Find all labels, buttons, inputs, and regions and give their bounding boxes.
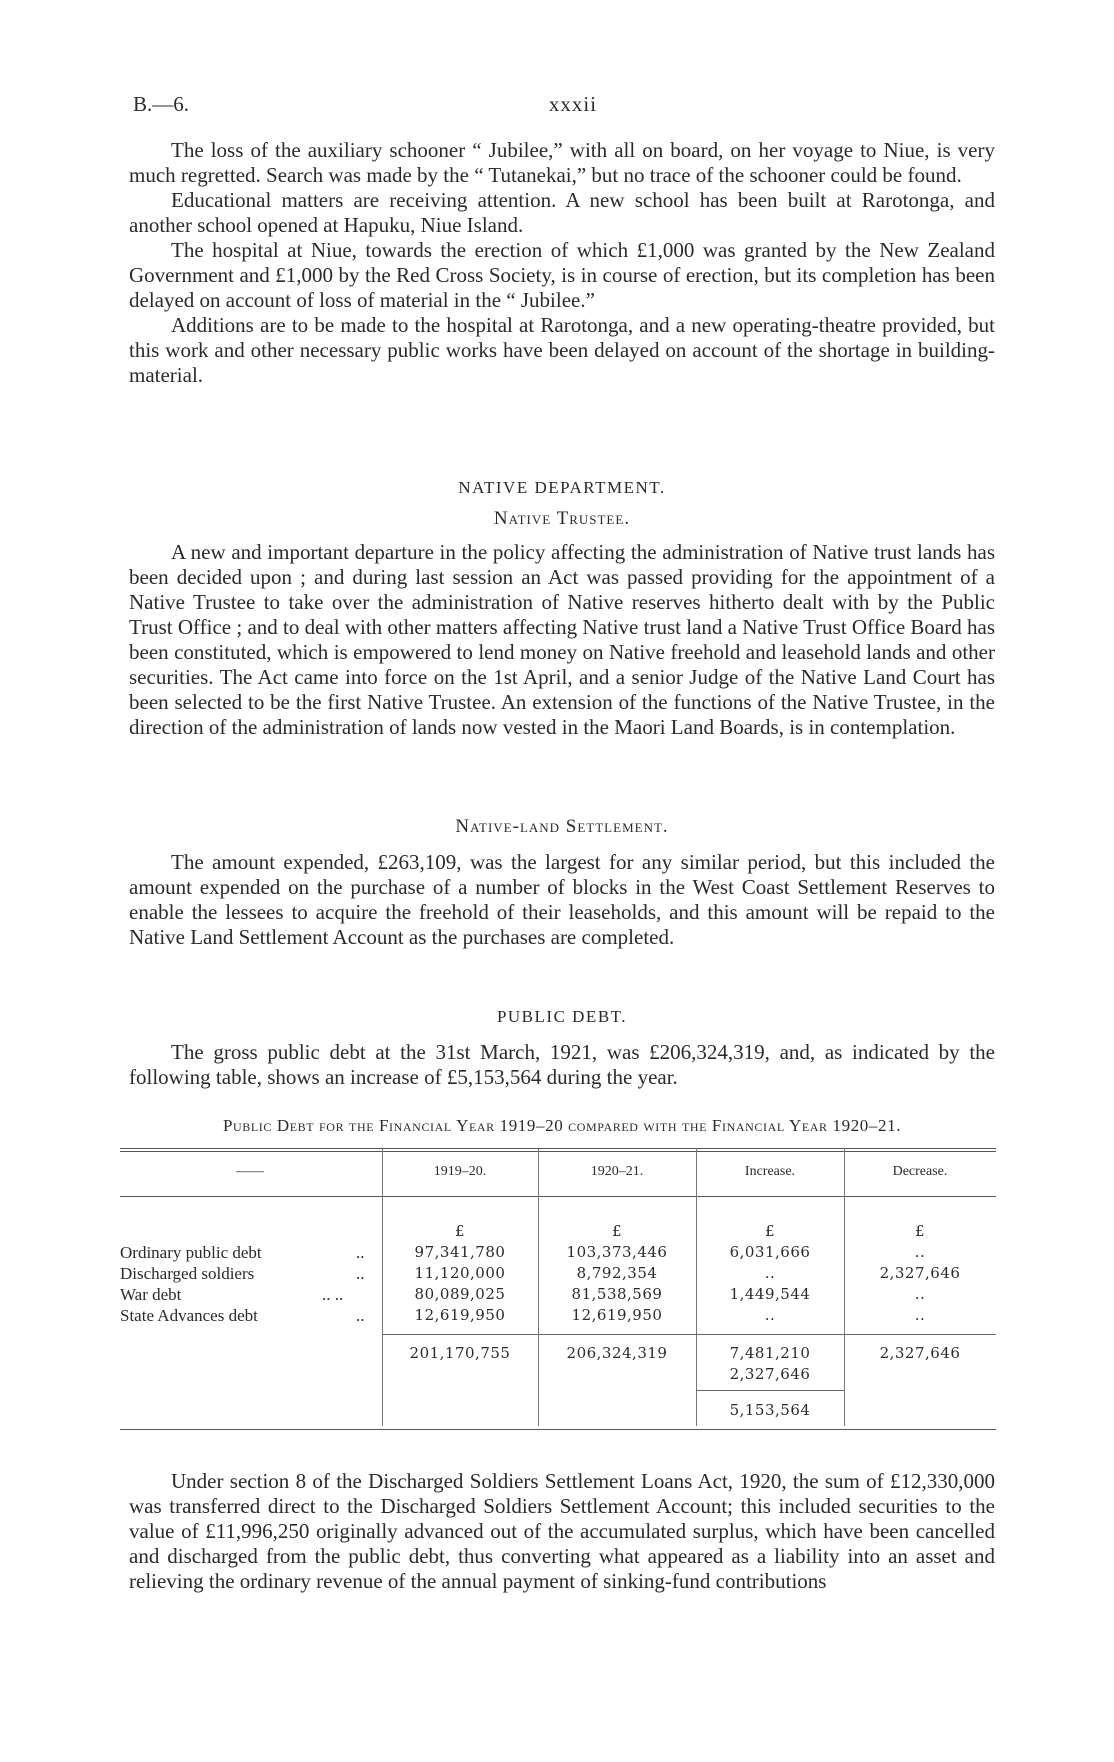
total-1920: 206,324,319: [566, 1344, 668, 1362]
column-header-1919: 1919–20.: [433, 1164, 487, 1179]
paragraph: The gross public debt at the 31st March, 1921, was £206,324,319, and, as indicated by the following table, shows an increase of £5,153,564 during the year.: [129, 1040, 995, 1089]
total-decrease: 2,327,646: [879, 1344, 961, 1362]
value-1920: 12,619,950: [571, 1306, 663, 1324]
closing-section: [129, 1469, 995, 1594]
less-decrease: 2,327,646: [729, 1365, 811, 1383]
section-heading: NATIVE DEPARTMENT.: [458, 478, 666, 497]
total-1919: 201,170,755: [409, 1344, 511, 1362]
value-increase: 1,449,544: [729, 1285, 811, 1303]
row-label: Ordinary public debt: [120, 1243, 262, 1262]
column-header-increase: Increase.: [744, 1164, 796, 1179]
value-1919: 97,341,780: [414, 1243, 506, 1261]
leader-dots: ..: [356, 1306, 365, 1325]
value-decrease: ..: [914, 1243, 926, 1261]
value-1919: 11,120,000: [414, 1264, 506, 1282]
leader-dots: ..: [356, 1264, 365, 1283]
public-debt-table: [120, 1146, 996, 1464]
currency-symbol: £: [764, 1222, 776, 1240]
leader-dots: ..: [356, 1243, 365, 1262]
currency-symbol: £: [914, 1222, 926, 1240]
column-header-blank: ——: [236, 1164, 264, 1179]
paragraph: A new and important departure in the policy affecting the administration of Native trust lands has been decided upon ; and during last session an Act was passed providing for the appointment of a Native Trustee to take over the administration of Native reserves hitherto dealt with by the Public Trust Office ; and to deal with other matters affecting Native trust land a Native Trust Office Board has been constituted, which is empowered to lend money on Native freehold and leasehold lands and other securities. The Act came into force on the 1st April, and a senior Judge of the Native Land Court has been selected to be the first Native Trustee. An extension of the functions of the Native Trustee, in the direction of the administration of lands now vested in the Maori Land Boards, is in contemplation.: [129, 540, 995, 739]
paragraph: Educational matters are receiving attention. A new school has been built at Rarotonga, and another school opened at Hapuku, Niue Island.: [129, 188, 995, 237]
value-decrease: ..: [914, 1285, 926, 1303]
totals-rule: [382, 1334, 996, 1335]
native-land-settlement-section: [129, 850, 995, 950]
value-decrease: ..: [914, 1306, 926, 1324]
currency-symbol: £: [611, 1222, 623, 1240]
currency-symbol: £: [454, 1222, 466, 1240]
column-header-decrease: Decrease.: [892, 1164, 948, 1179]
paragraph: The loss of the auxiliary schooner “ Jubilee,” with all on board, on her voyage to Niue, is very much regretted. Search was made by the “ Tutanekai,” but no trace of the schooner could be found.: [129, 138, 995, 187]
paragraph: The amount expended, £263,109, was the largest for any similar period, but this included the amount expended on the purchase of a number of blocks in the West Coast Settlement Reserves to enable the lessees to acquire the freehold of their leaseholds, and this amount will be repaid to the Native Land Settlement Account as the purchases are completed.: [129, 850, 995, 949]
public-debt-section: [129, 1040, 995, 1090]
section-heading: PUBLIC DEBT.: [496, 1007, 628, 1026]
paragraph: Under section 8 of the Discharged Soldiers Settlement Loans Act, 1920, the sum of £12,330,000 was transferred direct to the Discharged Soldiers Settlement Account; this included securities to the value of £11,996,250 originally advanced out of the accumulated surplus, which have been cancelled and discharged from the public debt, thus converting what appeared as a liability into an asset and relieving the ordinary revenue of the annual payment of sinking-fund contributions: [129, 1469, 995, 1593]
page-reference: B.—6.: [133, 92, 190, 116]
intro-section: [129, 138, 995, 388]
table-bottom-rule: [120, 1429, 996, 1430]
page-number: xxxii: [548, 92, 598, 116]
header-rule: [120, 1196, 996, 1197]
value-increase: ..: [764, 1306, 776, 1324]
table-caption: Public Debt for the Financial Year 1919–20 compared with the Financial Year 1920–21.: [222, 1116, 902, 1135]
subsection-heading: Native-land Settlement.: [455, 816, 669, 837]
row-label: State Advances debt: [120, 1306, 258, 1325]
row-label: War debt: [120, 1285, 182, 1304]
subsection-heading: Native Trustee.: [493, 508, 631, 529]
row-label: Discharged soldiers: [120, 1264, 255, 1283]
value-1920: 8,792,354: [576, 1264, 658, 1282]
table-top-rule: [120, 1148, 996, 1149]
net-rule: [696, 1390, 844, 1391]
paragraph: Additions are to be made to the hospital at Rarotonga, and a new operating-theatre provided, but this work and other necessary public works have been delayed on account of the shortage in building-material.: [129, 313, 995, 387]
column-header-1920: 1920–21.: [590, 1164, 644, 1179]
paragraph: The hospital at Niue, towards the erection of which £1,000 was granted by the New Zealand Government and £1,000 by the Red Cross Society, is in course of erection, but its completion has been delayed on account of loss of material in the “ Jubilee.”: [129, 238, 995, 312]
page-header: [133, 92, 1013, 122]
value-decrease: 2,327,646: [879, 1264, 961, 1282]
table-top-rule: [120, 1151, 996, 1152]
net-increase: 5,153,564: [729, 1401, 811, 1419]
value-1919: 80,089,025: [414, 1285, 506, 1303]
leader-dots: .. ..: [322, 1285, 344, 1304]
value-1919: 12,619,950: [414, 1306, 506, 1324]
native-trustee-section: [129, 540, 995, 740]
value-increase: 6,031,666: [729, 1243, 811, 1261]
value-increase: ..: [764, 1264, 776, 1282]
value-1920: 81,538,569: [571, 1285, 663, 1303]
total-increase: 7,481,210: [729, 1344, 811, 1362]
value-1920: 103,373,446: [566, 1243, 668, 1261]
